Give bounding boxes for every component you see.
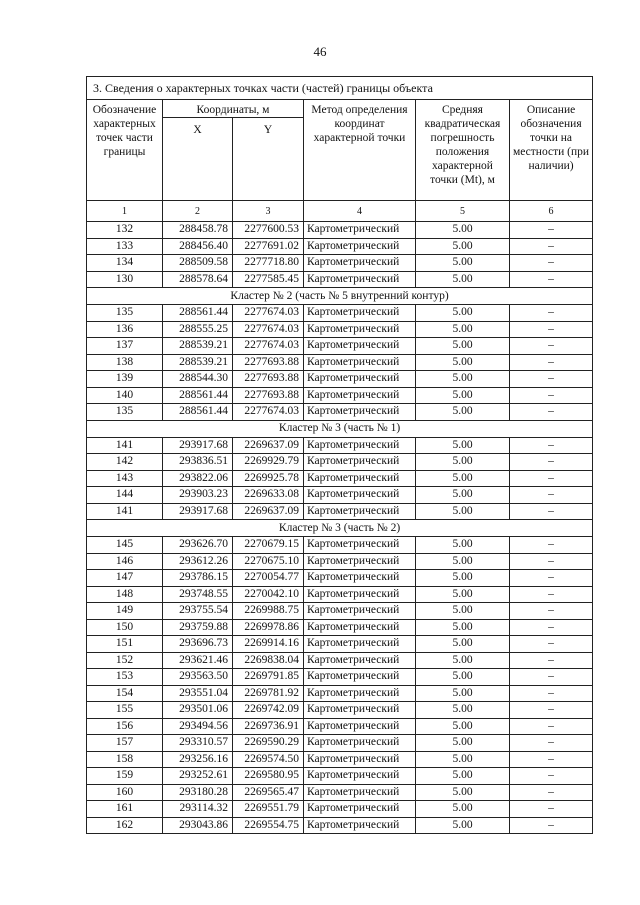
table-body (87, 222, 593, 834)
method: Картометрический (304, 437, 416, 454)
method: Картометрический (304, 702, 416, 719)
coord-y: 2269988.75 (233, 603, 304, 620)
page-number: 46 (313, 44, 327, 59)
coord-x: 293759.88 (163, 619, 233, 636)
method: Картометрический (304, 735, 416, 752)
method: Картометрический (304, 586, 416, 603)
point-id: 154 (87, 685, 163, 702)
accuracy: 5.00 (416, 702, 510, 719)
coord-x: 293612.26 (163, 553, 233, 570)
coord-x: 293626.70 (163, 537, 233, 554)
method: Картометрический (304, 553, 416, 570)
description: – (510, 255, 593, 272)
coord-y: 2270675.10 (233, 553, 304, 570)
point-id: 136 (87, 321, 163, 338)
method: Картометрический (304, 537, 416, 554)
point-id: 152 (87, 652, 163, 669)
point-id: 157 (87, 735, 163, 752)
coord-y: 2269551.79 (233, 801, 304, 818)
accuracy: 5.00 (416, 817, 510, 834)
accuracy: 5.00 (416, 338, 510, 355)
accuracy: 5.00 (416, 321, 510, 338)
coord-x: 293501.06 (163, 702, 233, 719)
accuracy: 5.00 (416, 636, 510, 653)
description: – (510, 487, 593, 504)
point-id: 146 (87, 553, 163, 570)
point-id: 145 (87, 537, 163, 554)
method: Картометрический (304, 603, 416, 620)
coord-y: 2269914.16 (233, 636, 304, 653)
description: – (510, 586, 593, 603)
method: Картометрический (304, 354, 416, 371)
coord-y: 2269580.95 (233, 768, 304, 785)
coord-x: 288509.58 (163, 255, 233, 272)
method: Картометрический (304, 817, 416, 834)
point-id: 141 (87, 437, 163, 454)
table-row (87, 636, 593, 653)
method: Картометрический (304, 271, 416, 288)
cluster-heading: Кластер № 2 (часть № 5 внутренний контур) (87, 288, 593, 305)
point-id: 138 (87, 354, 163, 371)
point-id: 137 (87, 338, 163, 355)
point-id: 148 (87, 586, 163, 603)
description: – (510, 553, 593, 570)
description: – (510, 652, 593, 669)
coord-x: 288456.40 (163, 238, 233, 255)
accuracy: 5.00 (416, 271, 510, 288)
coord-y: 2269978.86 (233, 619, 304, 636)
coord-y: 2269574.50 (233, 751, 304, 768)
coord-x: 293917.68 (163, 503, 233, 520)
method: Картометрический (304, 784, 416, 801)
table-row (87, 537, 593, 554)
point-id: 139 (87, 371, 163, 388)
accuracy: 5.00 (416, 371, 510, 388)
coord-x: 293551.04 (163, 685, 233, 702)
coord-x: 293903.23 (163, 487, 233, 504)
coord-y: 2277674.03 (233, 305, 304, 322)
coord-y: 2270679.15 (233, 537, 304, 554)
header-coords: Координаты, м (163, 100, 304, 118)
table-row (87, 685, 593, 702)
table-row (87, 487, 593, 504)
column-number: 1 (87, 201, 163, 222)
description: – (510, 404, 593, 421)
header-point: Обозначение характерных точек части границы (87, 100, 163, 201)
coord-y: 2277718.80 (233, 255, 304, 272)
table-row (87, 238, 593, 255)
coord-x: 293043.86 (163, 817, 233, 834)
accuracy: 5.00 (416, 735, 510, 752)
description: – (510, 603, 593, 620)
method: Картометрический (304, 652, 416, 669)
coord-y: 2269929.79 (233, 454, 304, 471)
table-row (87, 387, 593, 404)
coord-y: 2269838.04 (233, 652, 304, 669)
table-row (87, 553, 593, 570)
table-row (87, 702, 593, 719)
coord-x: 293755.54 (163, 603, 233, 620)
method: Картометрический (304, 238, 416, 255)
table-row (87, 222, 593, 239)
coord-y: 2269742.09 (233, 702, 304, 719)
coord-y: 2269925.78 (233, 470, 304, 487)
table-row (87, 354, 593, 371)
table-row (87, 603, 593, 620)
coord-x: 293748.55 (163, 586, 233, 603)
accuracy: 5.00 (416, 387, 510, 404)
method: Картометрический (304, 487, 416, 504)
method: Картометрический (304, 371, 416, 388)
coord-x: 288578.64 (163, 271, 233, 288)
cluster-heading: Кластер № 3 (часть № 2) (87, 520, 593, 537)
table-row (87, 652, 593, 669)
coord-x: 288539.21 (163, 354, 233, 371)
table-row (87, 784, 593, 801)
point-id: 150 (87, 619, 163, 636)
accuracy: 5.00 (416, 603, 510, 620)
description: – (510, 784, 593, 801)
method: Картометрический (304, 387, 416, 404)
table-row (87, 338, 593, 355)
point-id: 135 (87, 404, 163, 421)
table-title: 3. Сведения о характерных точках части (частей) границы объекта (87, 77, 593, 100)
table-row (87, 801, 593, 818)
table-row (87, 255, 593, 272)
table-row (87, 305, 593, 322)
description: – (510, 454, 593, 471)
method: Картометрический (304, 751, 416, 768)
description: – (510, 321, 593, 338)
header-description: Описание обозначения точки на местности (при наличии) (510, 100, 593, 201)
cluster-heading-row (87, 288, 593, 305)
coord-y: 2269565.47 (233, 784, 304, 801)
accuracy: 5.00 (416, 470, 510, 487)
method: Картометрический (304, 338, 416, 355)
coord-y: 2270054.77 (233, 570, 304, 587)
point-id: 162 (87, 817, 163, 834)
table-row (87, 454, 593, 471)
method: Картометрический (304, 570, 416, 587)
column-number: 2 (163, 201, 233, 222)
coord-y: 2269791.85 (233, 669, 304, 686)
cluster-heading-row (87, 520, 593, 537)
method: Картометрический (304, 503, 416, 520)
table-row (87, 751, 593, 768)
table-row (87, 404, 593, 421)
accuracy: 5.00 (416, 404, 510, 421)
coord-y: 2277585.45 (233, 271, 304, 288)
point-id: 130 (87, 271, 163, 288)
coord-x: 288561.44 (163, 387, 233, 404)
description: – (510, 619, 593, 636)
description: – (510, 222, 593, 239)
table-row (87, 669, 593, 686)
table-row (87, 371, 593, 388)
method: Картометрический (304, 222, 416, 239)
coord-y: 2269590.29 (233, 735, 304, 752)
column-number: 5 (416, 201, 510, 222)
description: – (510, 338, 593, 355)
coord-y: 2277674.03 (233, 404, 304, 421)
method: Картометрический (304, 255, 416, 272)
table-row (87, 271, 593, 288)
description: – (510, 751, 593, 768)
description: – (510, 718, 593, 735)
accuracy: 5.00 (416, 305, 510, 322)
coord-x: 293494.56 (163, 718, 233, 735)
coord-x: 293836.51 (163, 454, 233, 471)
accuracy: 5.00 (416, 801, 510, 818)
coord-x: 293563.50 (163, 669, 233, 686)
coord-y: 2269781.92 (233, 685, 304, 702)
point-id: 135 (87, 305, 163, 322)
accuracy: 5.00 (416, 553, 510, 570)
coord-x: 288561.44 (163, 305, 233, 322)
header-accuracy: Средняя квадратическая погрешность положения характерной точки (Mt), м (416, 100, 510, 201)
accuracy: 5.00 (416, 784, 510, 801)
point-id: 144 (87, 487, 163, 504)
coord-x: 288544.30 (163, 371, 233, 388)
accuracy: 5.00 (416, 570, 510, 587)
point-id: 140 (87, 387, 163, 404)
coord-y: 2277693.88 (233, 387, 304, 404)
accuracy: 5.00 (416, 768, 510, 785)
coord-x: 288458.78 (163, 222, 233, 239)
description: – (510, 685, 593, 702)
method: Картометрический (304, 305, 416, 322)
accuracy: 5.00 (416, 437, 510, 454)
header-method: Метод определения координат характерной точки (304, 100, 416, 201)
point-id: 147 (87, 570, 163, 587)
point-id: 158 (87, 751, 163, 768)
column-number: 6 (510, 201, 593, 222)
header-x: X (163, 118, 233, 201)
coord-x: 293252.61 (163, 768, 233, 785)
coord-x: 293310.57 (163, 735, 233, 752)
description: – (510, 537, 593, 554)
description: – (510, 470, 593, 487)
column-number: 3 (233, 201, 304, 222)
coord-y: 2270042.10 (233, 586, 304, 603)
coord-x: 288561.44 (163, 404, 233, 421)
description: – (510, 702, 593, 719)
accuracy: 5.00 (416, 238, 510, 255)
description: – (510, 817, 593, 834)
accuracy: 5.00 (416, 354, 510, 371)
point-id: 159 (87, 768, 163, 785)
column-number-row (87, 201, 593, 222)
table-row (87, 735, 593, 752)
table-row (87, 817, 593, 834)
table-row (87, 470, 593, 487)
method: Картометрический (304, 470, 416, 487)
point-id: 142 (87, 454, 163, 471)
accuracy: 5.00 (416, 619, 510, 636)
accuracy: 5.00 (416, 685, 510, 702)
accuracy: 5.00 (416, 222, 510, 239)
point-id: 141 (87, 503, 163, 520)
description: – (510, 636, 593, 653)
table-row (87, 768, 593, 785)
accuracy: 5.00 (416, 537, 510, 554)
coord-x: 293180.28 (163, 784, 233, 801)
coord-x: 288555.25 (163, 321, 233, 338)
method: Картометрический (304, 685, 416, 702)
description: – (510, 371, 593, 388)
description: – (510, 271, 593, 288)
table-row (87, 570, 593, 587)
accuracy: 5.00 (416, 255, 510, 272)
method: Картометрический (304, 669, 416, 686)
description: – (510, 387, 593, 404)
coord-x: 293917.68 (163, 437, 233, 454)
accuracy: 5.00 (416, 718, 510, 735)
description: – (510, 768, 593, 785)
table-row (87, 321, 593, 338)
method: Картометрический (304, 454, 416, 471)
table-row (87, 619, 593, 636)
point-id: 161 (87, 801, 163, 818)
coord-y: 2269736.91 (233, 718, 304, 735)
description: – (510, 437, 593, 454)
point-id: 132 (87, 222, 163, 239)
point-id: 153 (87, 669, 163, 686)
accuracy: 5.00 (416, 669, 510, 686)
description: – (510, 305, 593, 322)
accuracy: 5.00 (416, 652, 510, 669)
method: Картометрический (304, 636, 416, 653)
table-row (87, 586, 593, 603)
accuracy: 5.00 (416, 586, 510, 603)
coord-x: 288539.21 (163, 338, 233, 355)
coord-y: 2277693.88 (233, 354, 304, 371)
method: Картометрический (304, 768, 416, 785)
description: – (510, 669, 593, 686)
method: Картометрический (304, 619, 416, 636)
coord-x: 293822.06 (163, 470, 233, 487)
accuracy: 5.00 (416, 751, 510, 768)
column-number: 4 (304, 201, 416, 222)
point-id: 134 (87, 255, 163, 272)
boundary-points-table (86, 76, 593, 834)
description: – (510, 238, 593, 255)
accuracy: 5.00 (416, 503, 510, 520)
description: – (510, 570, 593, 587)
table-row (87, 718, 593, 735)
coord-x: 293786.15 (163, 570, 233, 587)
method: Картометрический (304, 321, 416, 338)
cluster-heading-row (87, 420, 593, 437)
cluster-heading: Кластер № 3 (часть № 1) (87, 420, 593, 437)
coord-y: 2269633.08 (233, 487, 304, 504)
coord-y: 2277674.03 (233, 321, 304, 338)
coord-x: 293114.32 (163, 801, 233, 818)
coord-x: 293256.16 (163, 751, 233, 768)
coord-y: 2277693.88 (233, 371, 304, 388)
description: – (510, 801, 593, 818)
accuracy: 5.00 (416, 487, 510, 504)
point-id: 151 (87, 636, 163, 653)
point-id: 143 (87, 470, 163, 487)
header-y: Y (233, 118, 304, 201)
point-id: 133 (87, 238, 163, 255)
coord-y: 2269637.09 (233, 503, 304, 520)
coord-y: 2277674.03 (233, 338, 304, 355)
point-id: 156 (87, 718, 163, 735)
method: Картометрический (304, 801, 416, 818)
coord-y: 2269554.75 (233, 817, 304, 834)
point-id: 149 (87, 603, 163, 620)
method: Картометрический (304, 718, 416, 735)
coord-y: 2269637.09 (233, 437, 304, 454)
table-row (87, 503, 593, 520)
description: – (510, 503, 593, 520)
point-id: 160 (87, 784, 163, 801)
coord-y: 2277691.02 (233, 238, 304, 255)
description: – (510, 735, 593, 752)
accuracy: 5.00 (416, 454, 510, 471)
coord-x: 293621.46 (163, 652, 233, 669)
description: – (510, 354, 593, 371)
coord-y: 2277600.53 (233, 222, 304, 239)
point-id: 155 (87, 702, 163, 719)
table-row (87, 437, 593, 454)
method: Картометрический (304, 404, 416, 421)
coord-x: 293696.73 (163, 636, 233, 653)
